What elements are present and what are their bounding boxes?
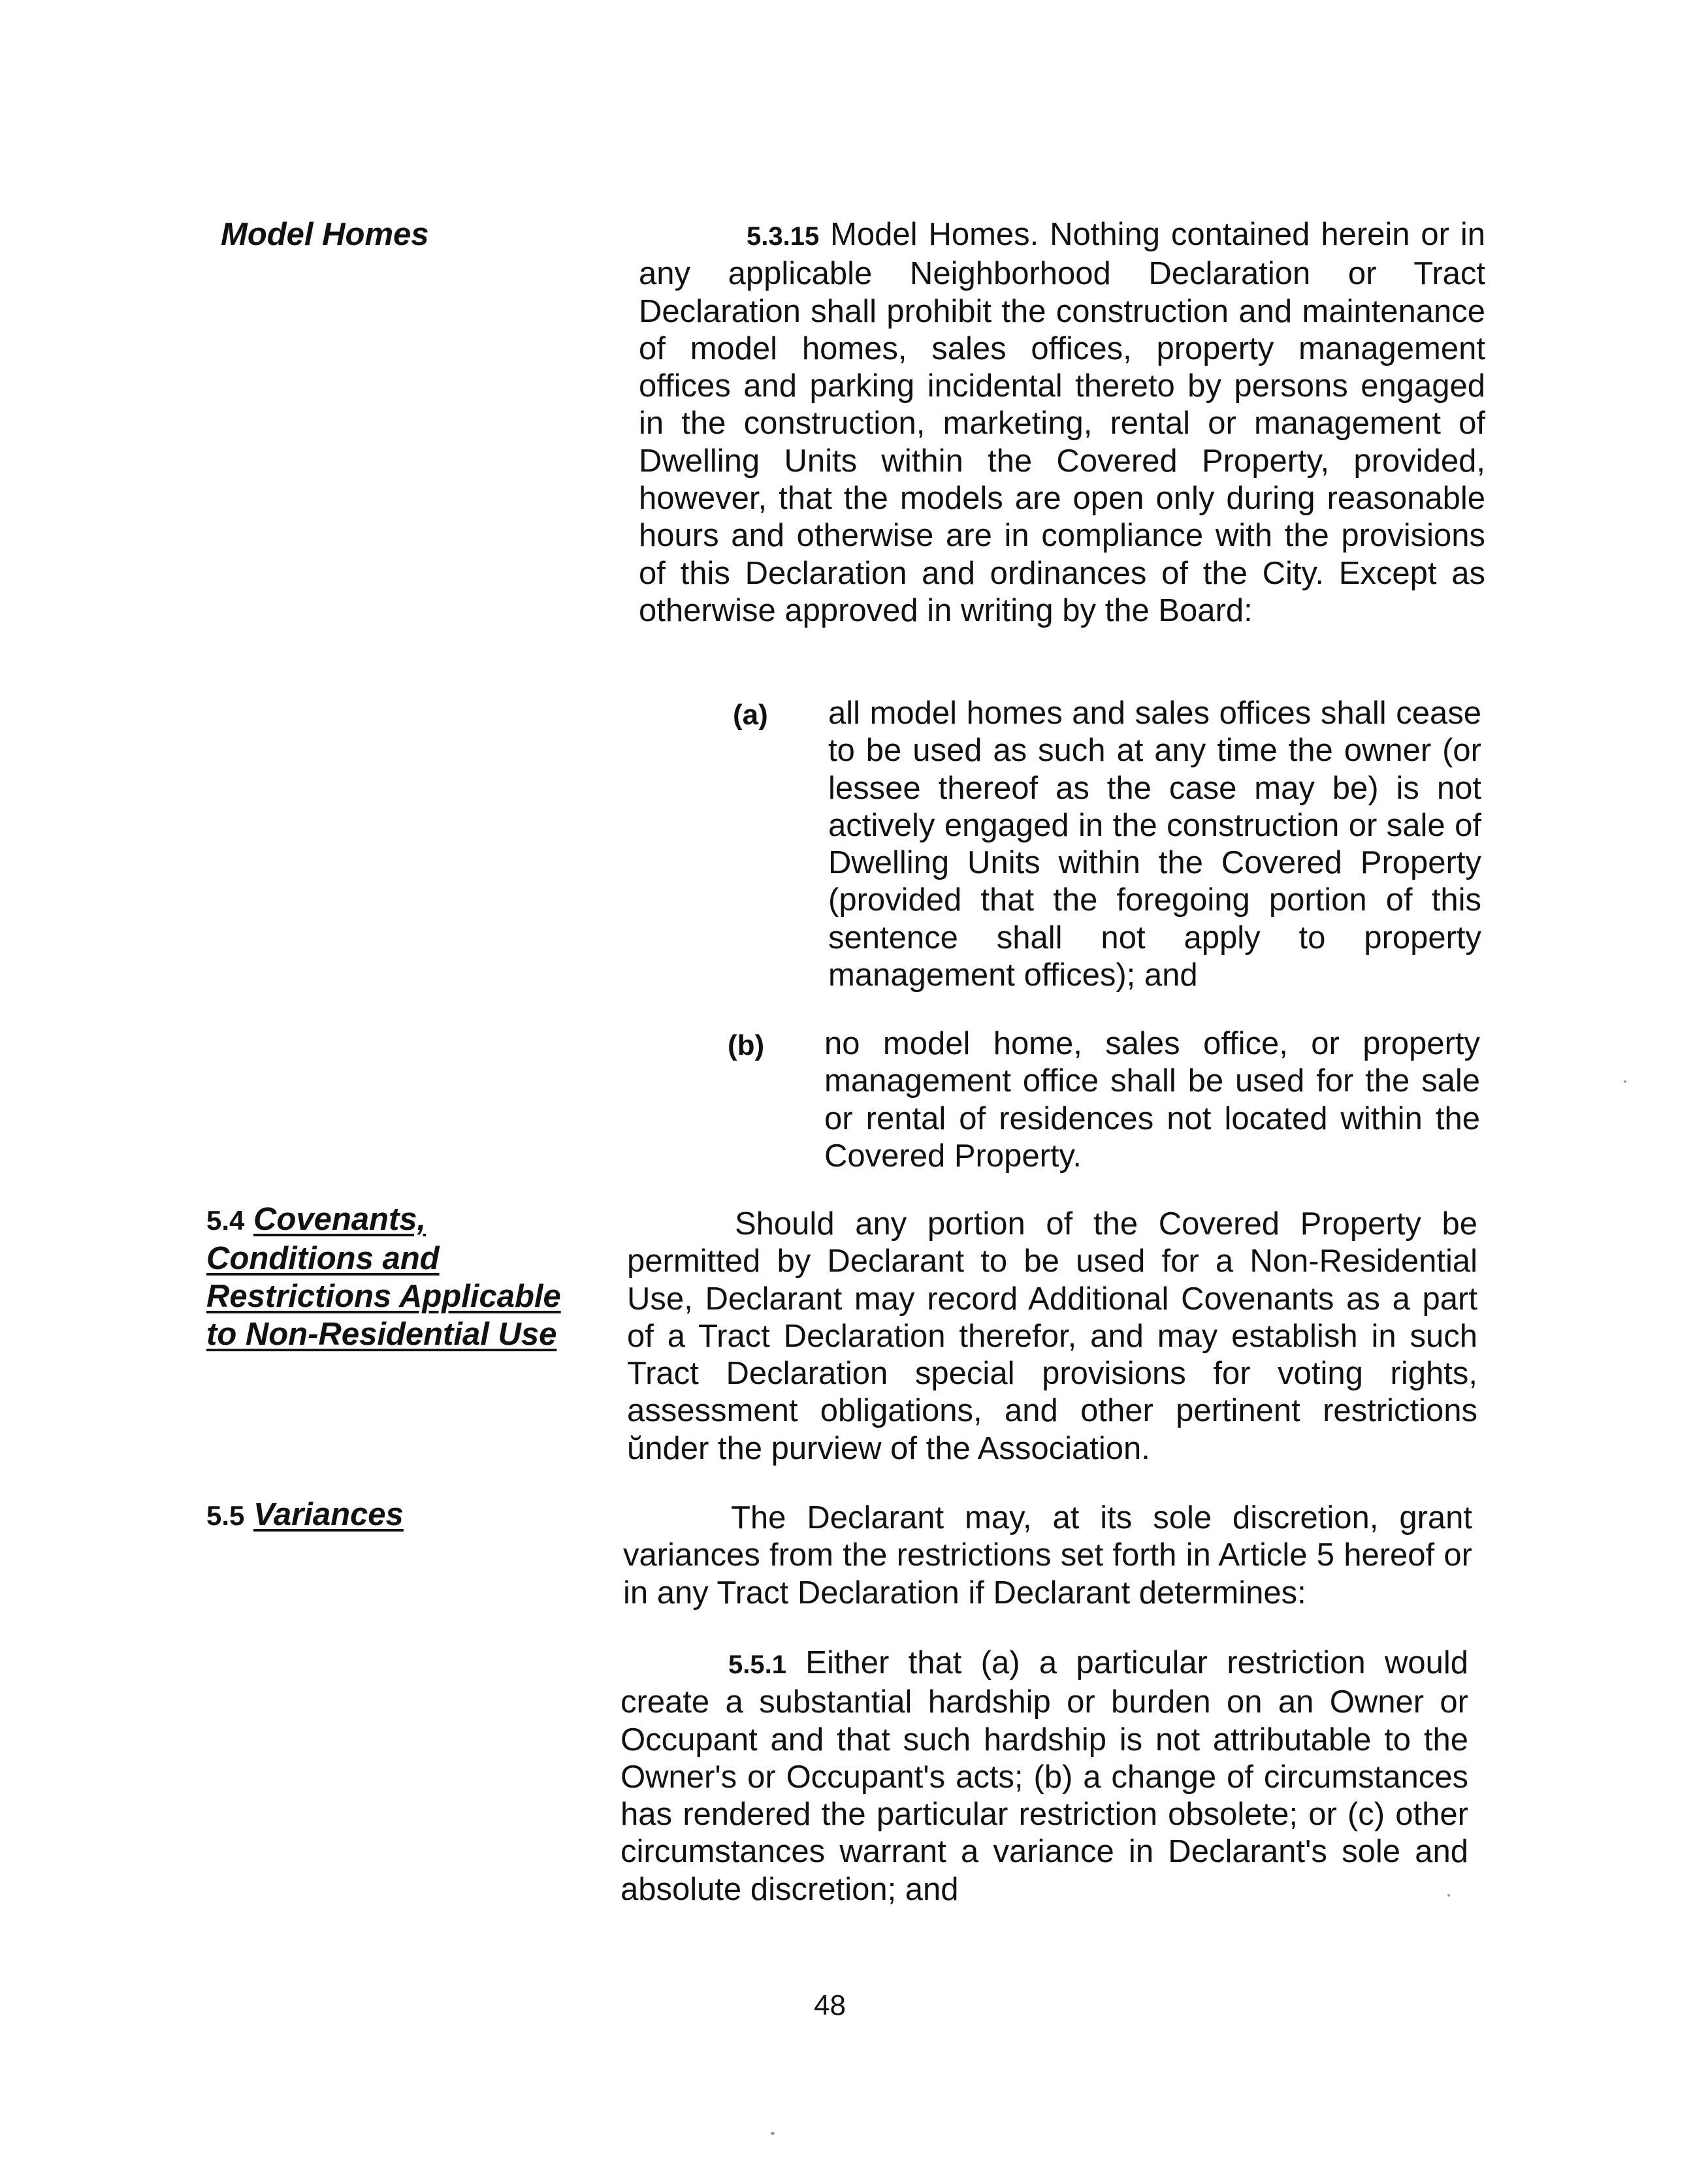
paragraph-5-5-1-text: Either that (a) a particular restriction would create a substantial hardship or burden on an Owner or Occupant and that such hardship is not attributable to the Owner's or Occupant's acts; (b) a change of circumstances has rendered the particular restriction obsolete; or (c) other circumstances warrant a variance in Declarant's sole and absolute discretion; and — [621, 1645, 1468, 1907]
paragraph-5-5: The Declarant may, at its sole discretion, grant variances from the restrictions set forth in Article 5 hereof or in any Tract Declaration if Declarant determines: — [623, 1500, 1472, 1611]
margin-heading-variances — [206, 1496, 404, 1535]
section-number-5-3-15: 5.3.15 — [747, 222, 820, 251]
paragraph-5-3-15-text: Model Homes. Nothing contained herein or in any applicable Neighborhood Declaration or Tract Declaration shall prohibit the construction and maintenance of model homes, sales offices, property management offices and parking incidental thereto by persons engaged in the construction, marketing, rental or management of Dwelling Units within the Covered Property, provided, however, that the models are open only during reasonable hours and otherwise are in compliance with the provisions of this Declaration and ordinances of the City. Except as otherwise approved in writing by the Board: — [639, 217, 1485, 628]
section-number-5-5-1: 5.5.1 — [728, 1650, 786, 1679]
scan-speck — [771, 2132, 775, 2135]
margin-heading-model-homes-text: Model Homes — [221, 217, 429, 252]
covenants-title-line-1: Covenants, — [253, 1202, 427, 1237]
covenants-title-line-3: Restrictions Applicable — [206, 1279, 561, 1314]
item-b-text: no model home, sales office, or property management office shall be used for the sale or rental of residences not located within the Covered Property. — [824, 1026, 1480, 1174]
paragraph-5-4: Should any portion of the Covered Property be permitted by Declarant to be used for a Non-Residential Use, Declarant may record Additional Covenants as a part of a Tract Declaration therefor, and may establish in such Tract Declaration special provisions for voting rights, assessment obligations, and other pertinent restrictions ŭnder the purview of the Association. — [627, 1206, 1477, 1466]
covenants-section-number: 5.4 — [206, 1205, 245, 1236]
page-number: 48 — [814, 1989, 846, 2021]
paragraph-5-5-1 — [621, 1645, 1468, 1908]
item-a-text: all model homes and sales offices shall cease to be used as such at any time the owner (or lessee thereof as the case may be) is not actively engaged in the construction or sale of Dwelling Units within the Covered Property (provided that the foregoing portion of this sentence shall not apply to property management offices); and — [828, 696, 1481, 993]
paragraph-5-3-15 — [639, 216, 1485, 630]
variances-title: Variances — [253, 1497, 404, 1532]
covenants-title-line-2: Conditions and — [206, 1241, 440, 1276]
item-a-label: (a) — [733, 699, 768, 731]
item-b-label: (b) — [728, 1029, 765, 1061]
margin-heading-covenants — [206, 1200, 592, 1353]
scan-speck — [1447, 1894, 1450, 1897]
margin-heading-model-homes — [221, 216, 429, 253]
variances-section-number: 5.5 — [206, 1500, 245, 1531]
scan-speck — [1624, 1080, 1626, 1083]
covenants-title-line-4: to Non-Residential Use — [206, 1317, 557, 1352]
